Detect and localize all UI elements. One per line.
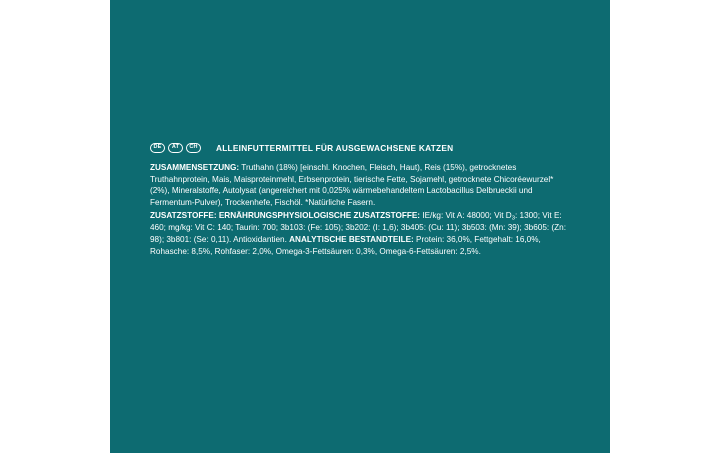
- product-label-panel: [110, 0, 610, 453]
- page-title: ALLEINFUTTERMITTEL FÜR AUSGEWACHSENE KATZEN: [216, 143, 454, 153]
- composition-paragraph: [150, 162, 570, 209]
- additives-heading: ZUSATZSTOFFE: ERNÄHRUNGSPHYSIOLOGISCHE ZUSATZSTOFFE:: [150, 210, 421, 220]
- analytical-heading: ANALYTISCHE BESTANDTEILE:: [289, 235, 414, 245]
- composition-text: Truthahn (18%) [einschl. Knochen, Fleisch, Haut), Reis (15%), getrocknetes Truthahnprotein, Mais, Maisproteinmehl, Erbsenprotein, tierische Fette, Sojamehl, getrocknete Chicoréewurzel* (2%), Mineralstoffe, Autolysat (angereichert mit 0,025% wärmebehandeltem Lactobacillus Delbrueckii und Fermentum-Pulver), Trockenhefe, Fischöl. *Natürliche Fasern.: [150, 163, 554, 207]
- composition-heading: ZUSAMMENSETZUNG:: [150, 163, 240, 172]
- label-body: [150, 162, 570, 257]
- label-content: [150, 143, 570, 257]
- country-badge-ch: CH: [186, 143, 201, 153]
- analytical-text: Protein: 36,0%, Fettgehalt: 16,0%, Rohasche: 8,5%, Rohfaser: 2,0%, Omega-3-Fettsäuren: 0,3%, Omega-6-Fettsäuren: 2,5%.: [150, 235, 541, 256]
- country-badge-de: DE: [150, 143, 165, 153]
- country-badge-at: AT: [168, 143, 183, 153]
- additives-text-rest: : 1300; Vit E: 460; mg/kg: Vit C: 140; Taurin: 700; 3b103: (Fe: 105); 3b202: (I: 1,6); 3b405: (Cu: 11); 3b503: (Mn: 39); 3b605: (Zn: 98); 3b801: (Se: 0,11). Antioxidantien.: [150, 210, 566, 245]
- additives-paragraph: [150, 210, 570, 258]
- additives-text-first: IE/kg: Vit A: 48000; Vit D: [420, 210, 512, 220]
- country-badge-group: [150, 143, 201, 153]
- additives-subscript: 3: [511, 215, 515, 222]
- label-header: [150, 143, 570, 153]
